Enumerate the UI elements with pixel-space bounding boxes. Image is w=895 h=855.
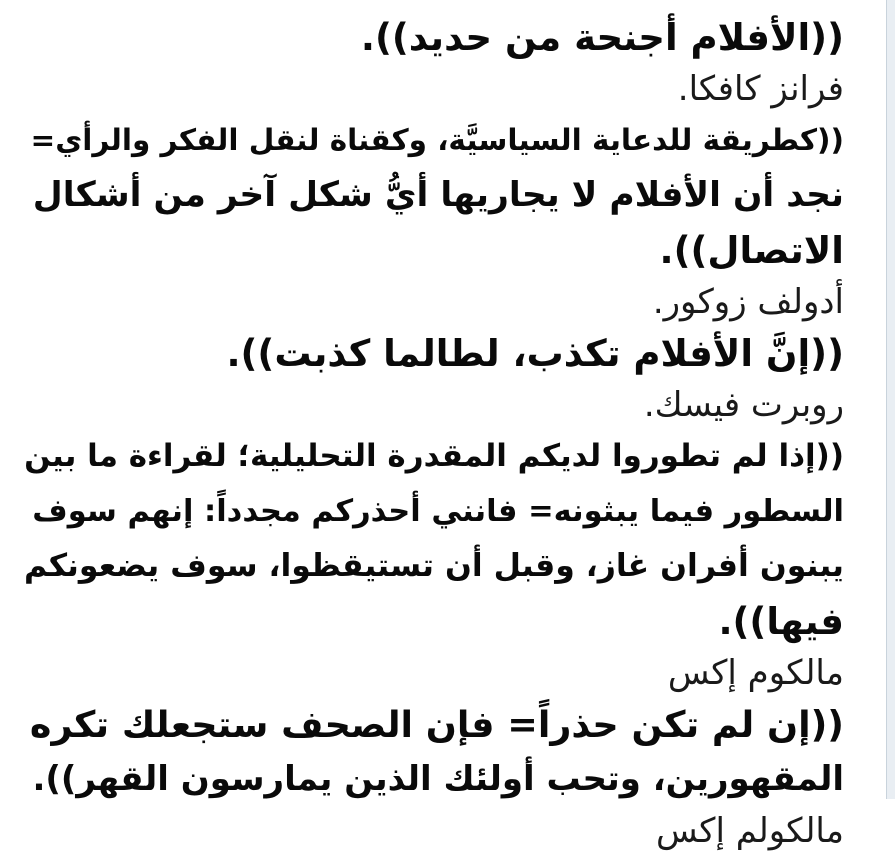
quote-line: ((كطريقة للدعاية السياسيَّة، وكقناة لنقل الفكر والرأي=: [30, 123, 844, 157]
quote-line: ((الأفلام أجنحة من حديد)).: [360, 16, 844, 59]
quote-line: المقهورين، وتحب أولئك الذين يمارسون القهر)).: [32, 759, 844, 799]
quote-line: يبنون أفران غاز، وقبل أن تستيقظوا، سوف يضعونكم: [24, 548, 844, 584]
author-line: أدولف زوكور.: [652, 282, 844, 322]
author-line: روبرت فيسك.: [643, 385, 844, 425]
quote-line: فيها)).: [718, 600, 844, 643]
quote-line: نجد أن الأفلام لا يجاريها أيُّ شكل آخر من أشكال: [32, 175, 844, 215]
quote-line: السطور فيما يبثونه= فانني أحذركم مجدداً: إنهم سوف: [32, 494, 844, 529]
quote-line: ((إن لم تكن حذراً= فإن الصحف ستجعلك تكره: [29, 703, 844, 746]
author-line: مالكولم إكس: [655, 811, 844, 851]
scroll-edge: [886, 0, 895, 799]
author-line: فرانز كافكا.: [677, 69, 844, 109]
quote-line: ((إنَّ الأفلام تكذب، لطالما كذبت)).: [226, 332, 844, 375]
author-line: مالكوم إكس: [667, 653, 844, 693]
quote-line: الاتصال)).: [659, 229, 844, 272]
quotes-text: [24, 10, 844, 855]
quote-line: ((إذا لم تطوروا لديكم المقدرة التحليلية؛ لقراءة ما بين: [24, 438, 844, 474]
